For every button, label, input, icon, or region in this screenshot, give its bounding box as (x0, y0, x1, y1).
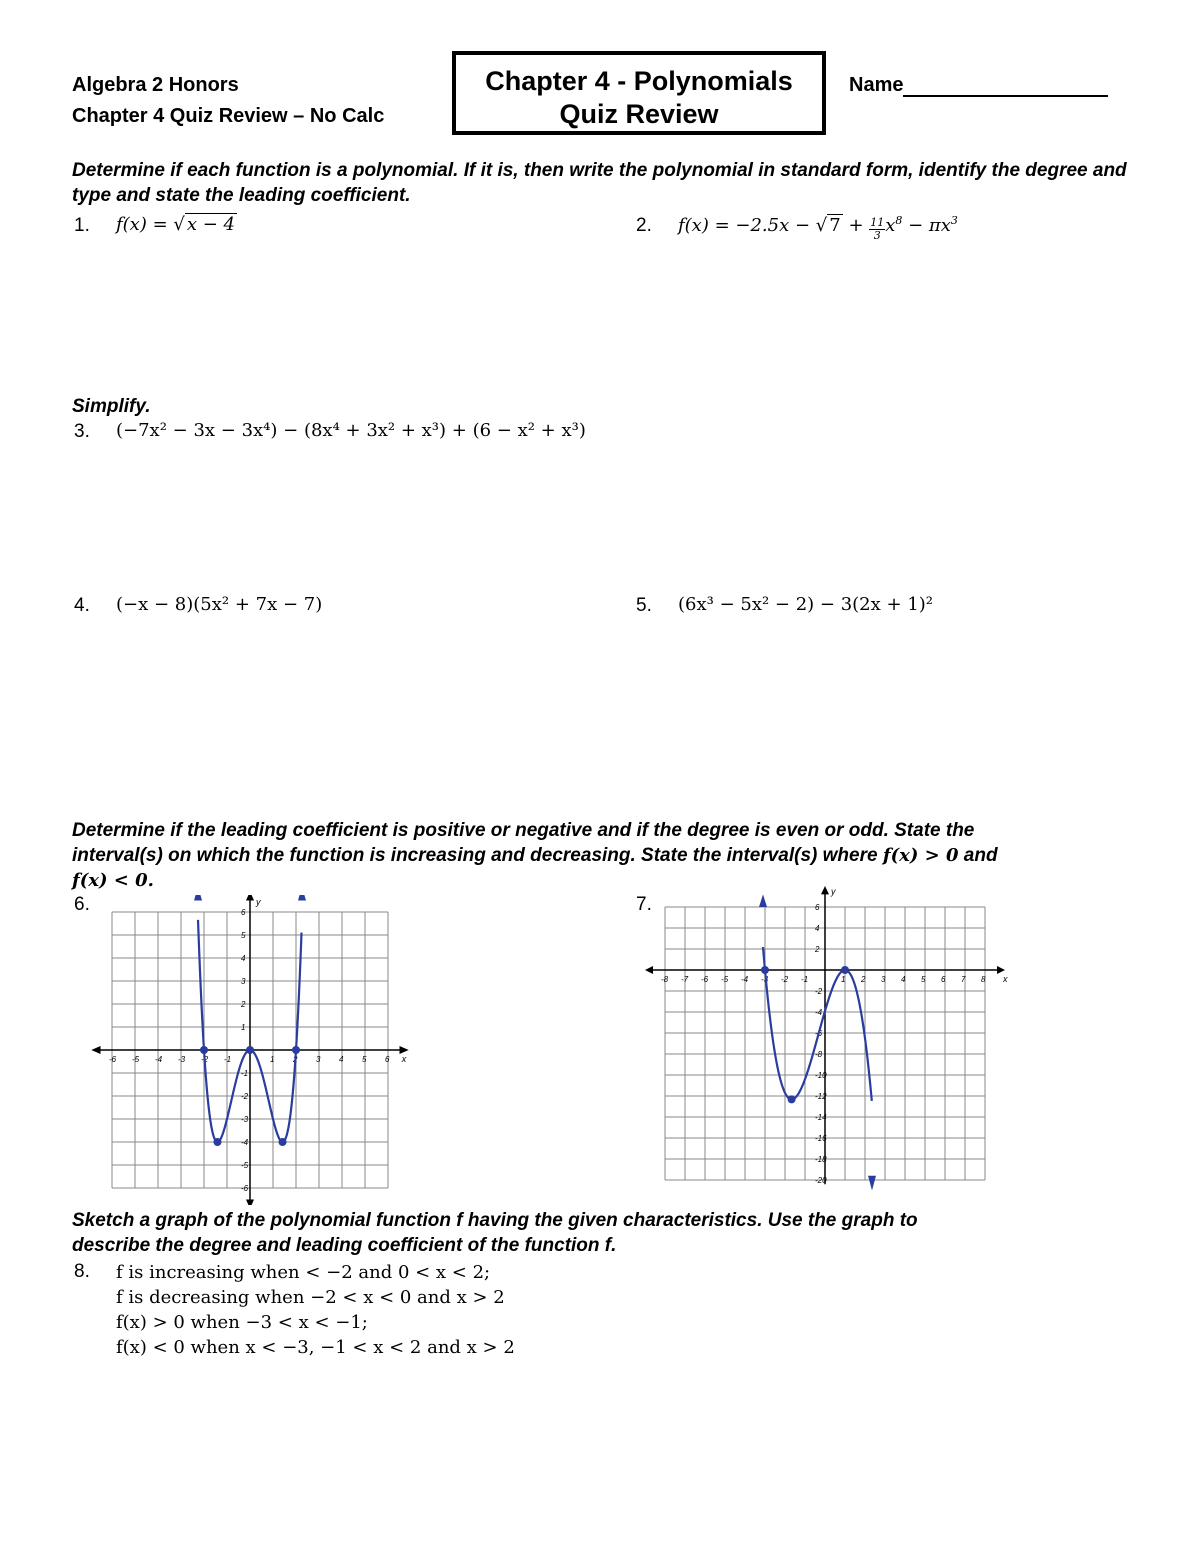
x-tick-label: -6 (109, 1055, 117, 1064)
key-point (200, 1046, 208, 1054)
question-2-number: 2. (636, 215, 652, 236)
q8-line1: f is increasing when < −2 and 0 < x < 2; (116, 1262, 491, 1283)
x-tick-label: 4 (339, 1055, 344, 1064)
q2-exp2: 3 (950, 214, 958, 227)
question-8-number: 8. (74, 1261, 90, 1282)
key-point (279, 1138, 287, 1146)
worksheet-subtitle: Chapter 4 Quiz Review – No Calc (72, 105, 385, 127)
key-point (788, 1095, 796, 1103)
question-2-expression: f(x) = −2.5x − √ 7 + $\frac{11}{3}$ $x^8 - \pi x^3$ (678, 214, 958, 242)
graph-6-tick-labels (109, 897, 407, 1193)
y-tick-label: -6 (815, 1029, 823, 1038)
x-axis-arrow-right (997, 966, 1005, 974)
q8-line3: f(x) > 0 when −3 < x < −1; (116, 1312, 368, 1333)
graph-7-curve (759, 894, 876, 1190)
y-tick-label: 4 (815, 924, 820, 933)
y-tick-label: 1 (241, 1023, 246, 1032)
x-tick-label: 1 (270, 1055, 275, 1064)
x-tick-label: 7 (961, 975, 966, 984)
x-axis-label: x (401, 1054, 407, 1064)
y-tick-label: -20 (815, 1176, 827, 1185)
x-tick-label: -2 (781, 975, 789, 984)
x-tick-label: 5 (921, 975, 926, 984)
instruction-simplify: Simplify. (72, 396, 151, 417)
x-tick-label: -3 (178, 1055, 186, 1064)
x-tick-label: 1 (841, 975, 846, 984)
question-5-number: 5. (636, 595, 652, 616)
question-8-conditions (116, 1260, 515, 1360)
title-box (452, 51, 826, 135)
x-tick-label: -8 (661, 975, 669, 984)
y-tick-label: -5 (241, 1161, 249, 1170)
curve-arrow-right (298, 895, 306, 901)
title-line-1: Chapter 4 - Polynomials (485, 66, 793, 96)
question-4-number: 4. (74, 595, 90, 616)
instruction-graph-line3: f(x) < 0. (72, 870, 154, 891)
instruction-graph-line2b: f(x) > 0 (882, 845, 959, 866)
x-tick-label: -5 (132, 1055, 140, 1064)
x-tick-label: 5 (362, 1055, 367, 1064)
curve-arrow-down (868, 1176, 876, 1191)
y-tick-label: -1 (241, 1069, 249, 1078)
q8-line2: f is decreasing when −2 < x < 0 and x > 2 (116, 1287, 505, 1308)
x-tick-label: -3 (761, 975, 769, 984)
q2-frac-numerator: 11 (870, 216, 885, 229)
q2-part3: − πx (902, 215, 951, 236)
y-tick-label: -2 (815, 987, 823, 996)
y-tick-label: -10 (815, 1071, 827, 1080)
x-axis-arrow-right (400, 1046, 409, 1054)
x-tick-label: -4 (155, 1055, 163, 1064)
question-4-expression: (−x − 8)(5x² + 7x − 7) (116, 594, 323, 615)
instruction-graph-line2a: interval(s) on which the function is increasing and decreasing. State the interval(s) where (72, 845, 883, 866)
x-tick-label: -1 (224, 1055, 232, 1064)
x-tick-label: 6 (941, 975, 946, 984)
y-tick-label: -3 (241, 1115, 249, 1124)
question-3-number: 3. (74, 421, 90, 442)
x-tick-label: 2 (293, 1055, 298, 1064)
instruction-graph-line2c: and (958, 845, 998, 866)
x-tick-label: -1 (801, 975, 809, 984)
x-axis-arrow-left (645, 966, 653, 974)
x-tick-label: 8 (981, 975, 986, 984)
q2-part1: f(x) = −2.5x − (678, 215, 816, 236)
x-tick-label: 3 (881, 975, 886, 984)
q2-plus: + (842, 215, 870, 236)
x-axis-arrow-left (91, 1046, 100, 1054)
y-tick-label: -8 (815, 1050, 823, 1059)
y-tick-label: -6 (241, 1184, 249, 1193)
q2-frac-denominator: 3 (873, 229, 881, 242)
y-tick-label: -16 (815, 1134, 827, 1143)
y-tick-label: -2 (241, 1092, 249, 1101)
course-name: Algebra 2 Honors (72, 74, 239, 96)
y-tick-label: 6 (815, 903, 820, 912)
key-point (213, 1138, 221, 1146)
question-7-number: 7. (636, 894, 652, 915)
y-axis-arrow-down (246, 1200, 254, 1206)
y-tick-label: 4 (241, 954, 246, 963)
question-6-number: 6. (74, 894, 90, 915)
key-point (292, 1046, 300, 1054)
question-3-expression: (−7x² − 3x − 3x⁴) − (8x⁴ + 3x² + x³) + (6 − x² + x³) (116, 420, 586, 441)
graph-6 (90, 895, 410, 1205)
q1-lhs: f(x) = (116, 214, 174, 235)
q2-part2: x (885, 215, 896, 236)
x-tick-label: 2 (861, 975, 866, 984)
graph-7 (640, 885, 1010, 1195)
name-field[interactable] (849, 74, 1108, 97)
graph-7-tick-labels (661, 886, 1008, 1185)
curve-arrow-left (194, 895, 202, 901)
x-tick-label: -6 (701, 975, 709, 984)
name-line[interactable] (903, 75, 1108, 97)
curve-arrow-up (759, 894, 767, 907)
y-tick-label: 3 (241, 977, 246, 986)
instruction-graph-line1: Determine if the leading coefficient is positive or negative and if the degree is even or odd. State the (72, 820, 975, 841)
question-1-number: 1. (74, 215, 90, 236)
y-tick-label: -12 (815, 1092, 827, 1101)
x-tick-label: 4 (901, 975, 906, 984)
y-tick-label: 2 (815, 945, 820, 954)
question-1-expression: f(x) = √ x − 4 (116, 214, 236, 235)
name-label: Name (849, 74, 904, 96)
y-tick-label: 2 (241, 1000, 246, 1009)
instruction-sketch-line1: Sketch a graph of the polynomial function f having the given characteristics. Use the graph to (72, 1210, 918, 1231)
x-tick-label: 6 (385, 1055, 390, 1064)
title-line-2: Quiz Review (559, 99, 719, 129)
y-tick-label: -18 (815, 1155, 827, 1164)
x-tick-label: -4 (741, 975, 749, 984)
y-axis-label: y (256, 897, 261, 908)
key-point (761, 966, 769, 974)
instruction-graph-analysis (72, 818, 1152, 893)
instruction-polynomial: Determine if each function is a polynomial. If it is, then write the polynomial in standard form, identify the degree and type and state the leading coefficient. (72, 160, 1127, 206)
x-tick-label: -5 (721, 975, 729, 984)
key-point (246, 1046, 254, 1054)
x-tick-label: -7 (681, 975, 689, 984)
instruction-sketch (72, 1208, 1152, 1258)
y-tick-label: -4 (815, 1008, 823, 1017)
y-tick-label: 5 (241, 931, 246, 940)
q1-radicand: x − 4 (186, 214, 236, 235)
q8-line4: f(x) < 0 when x < −3, −1 < x < 2 and x > 2 (116, 1337, 515, 1358)
y-axis-label: y (831, 886, 836, 897)
y-axis-arrow-up (246, 895, 254, 901)
y-axis-arrow-up (821, 886, 829, 894)
x-axis-label: x (1003, 974, 1008, 984)
question-5-expression: (6x³ − 5x² − 2) − 3(2x + 1)² (678, 594, 934, 615)
y-tick-label: -14 (815, 1113, 827, 1122)
x-tick-label: 3 (316, 1055, 321, 1064)
y-tick-label: 6 (241, 908, 246, 917)
q2-radicand: 7 (829, 215, 841, 236)
y-tick-label: -4 (241, 1138, 249, 1147)
q2-exp: 8 (895, 214, 903, 227)
instruction-sketch-line2: describe the degree and leading coefficient of the function f. (72, 1235, 617, 1256)
x-tick-label: -2 (201, 1055, 209, 1064)
key-point (841, 966, 849, 974)
